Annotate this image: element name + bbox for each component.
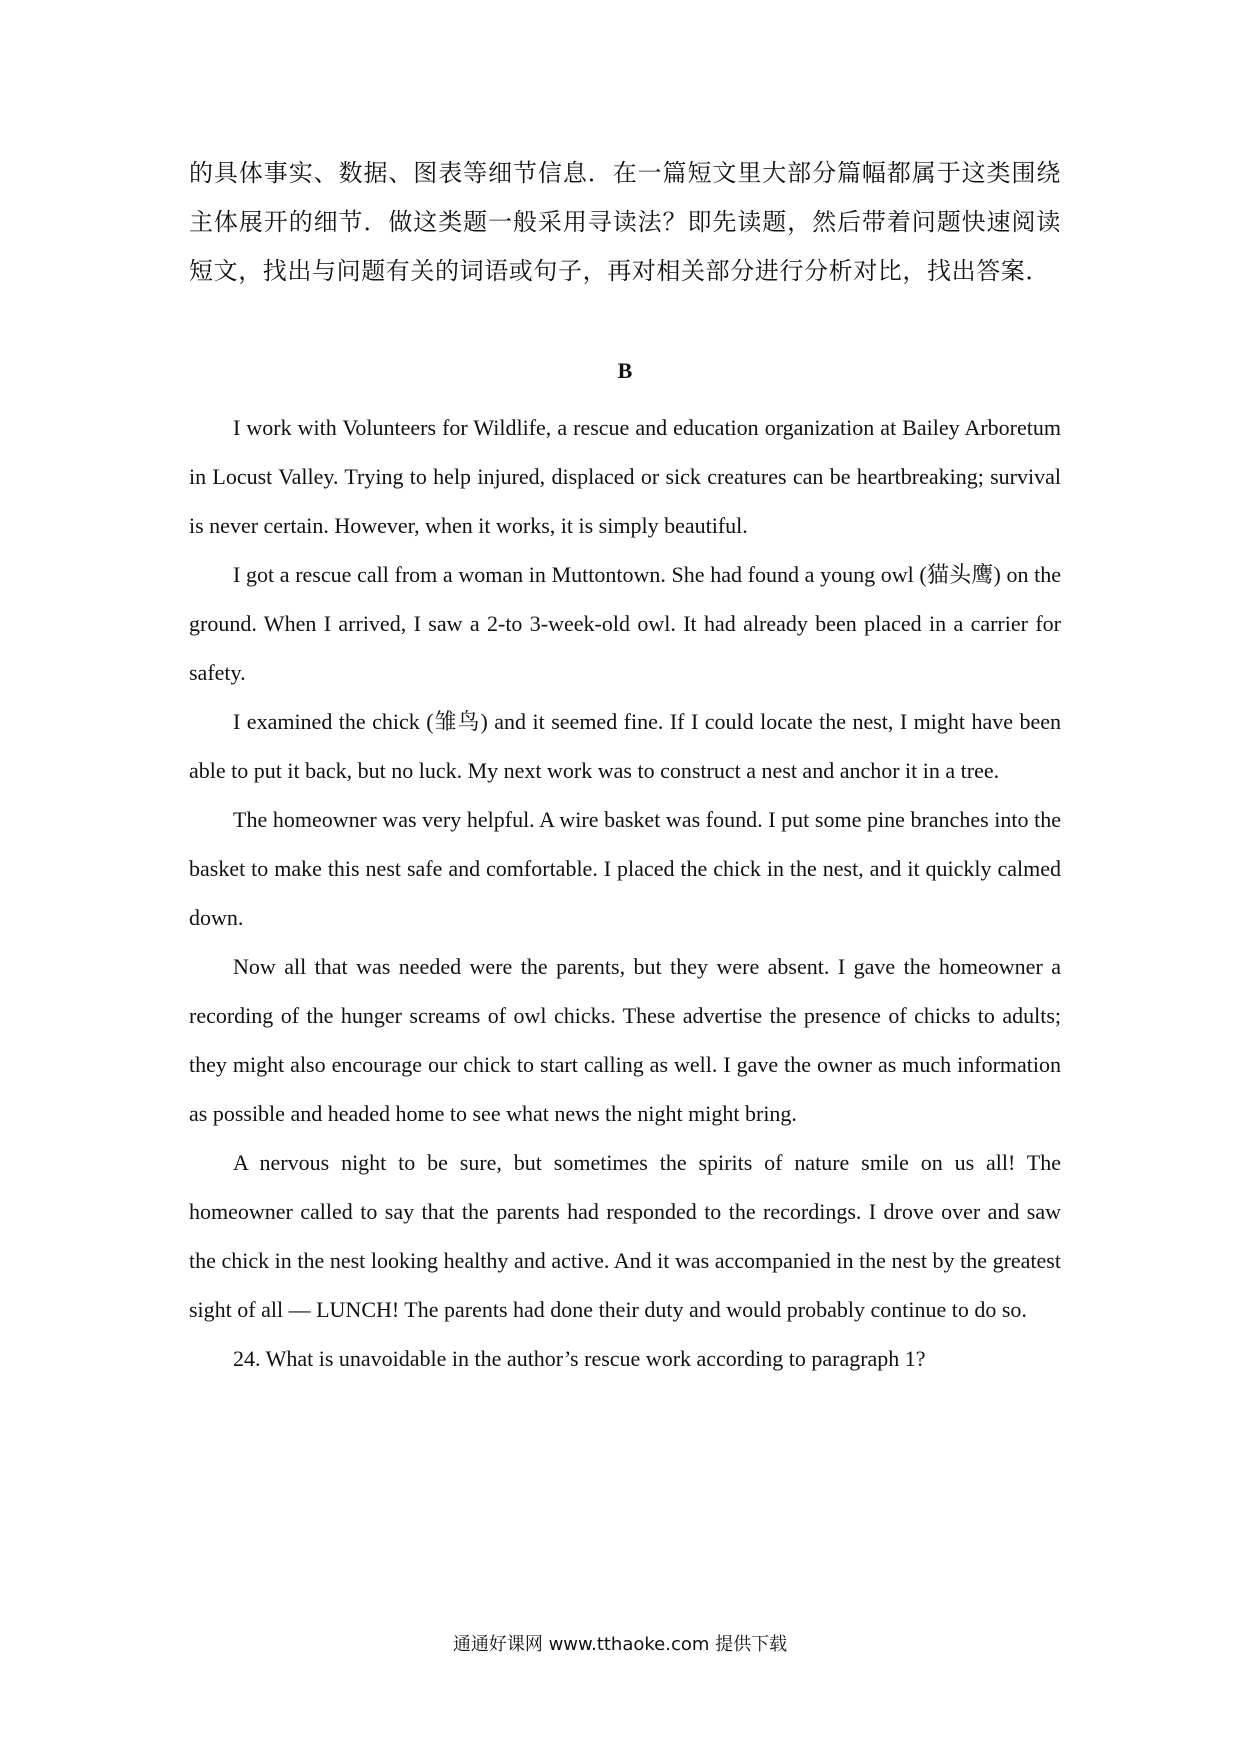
story-passage [189, 403, 1061, 1383]
story-paragraph-6: A nervous night to be sure, but sometimes the spirits of nature smile on us all! The homeowner called to say that the parents had responded to the recordings. I drove over and saw the chick in the nest looking healthy and active. And it was accompanied in the nest by the greatest sight of all — LUNCH! The parents had done their duty and would probably continue to do so. [189, 1150, 1061, 1322]
story-paragraph-2: I got a rescue call from a woman in Muttontown. She had found a young owl (猫头鹰) on the ground. When I arrived, I saw a 2-to 3-week-old owl. It had already been placed in a carrier for safety. [189, 562, 1061, 685]
story-paragraph-3: I examined the chick (雏鸟) and it seemed fine. If I could locate the nest, I might have been able to put it back, but no luck. My next work was to construct a nest and anchor it in a tree. [189, 709, 1061, 783]
story-paragraph-1: I work with Volunteers for Wildlife, a rescue and education organization at Bailey Arboretum in Locust Valley. Trying to help injured, displaced or sick creatures can be heartbreaking; survival is never certain. However, when it works, it is simply beautiful. [189, 415, 1061, 538]
intro-section [189, 150, 1061, 297]
story-paragraph-4: The homeowner was very helpful. A wire basket was found. I put some pine branches into the basket to make this nest safe and comfortable. I placed the chick in the nest, and it quickly calmed down. [189, 807, 1061, 930]
page-footer: 通通好课网 www.tthaoke.com 提供下载 [452, 1634, 788, 1655]
section-title: B [617, 358, 633, 383]
page-content [189, 150, 1061, 1383]
story-paragraph-5: Now all that was needed were the parents, but they were absent. I gave the homeowner a recording of the hunger screams of owl chicks. These advertise the presence of chicks to adults; they might also encourage our chick to start calling as well. I gave the owner as much information as possible and headed home to see what news the night might bring. [189, 954, 1061, 1126]
intro-paragraph: 的具体事实、数据、图表等细节信息．在一篇短文里大部分篇幅都属于这类围绕主体展开的细节．做这类题一般采用寻读法？即先读题，然后带着问题快速阅读短文，找出与问题有关的词语或句子，再对相关部分进行分析对比，找出答案． [189, 161, 1061, 285]
question-24: 24. What is unavoidable in the author’s rescue work according to paragraph 1? [233, 1346, 926, 1371]
